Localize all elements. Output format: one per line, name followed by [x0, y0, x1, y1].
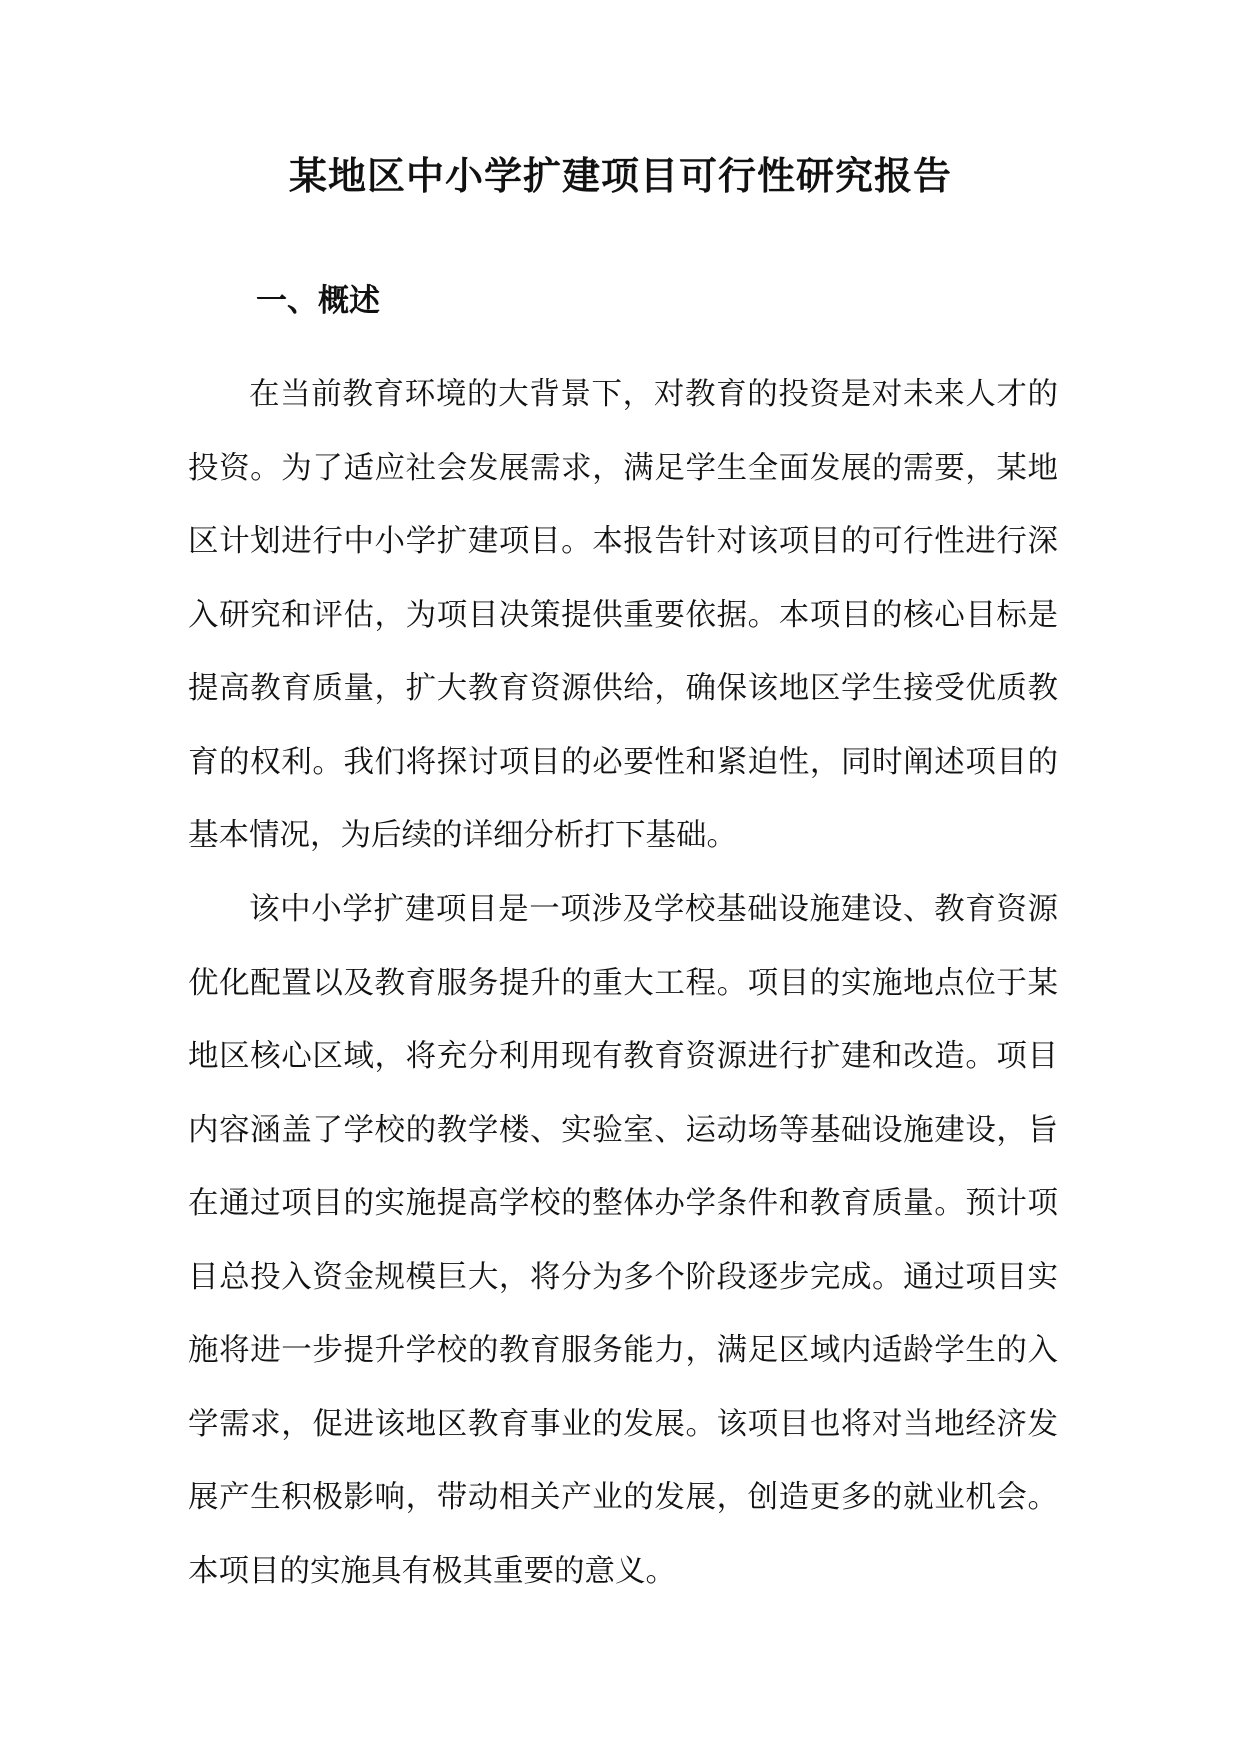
paragraph-2: 该中小学扩建项目是一项涉及学校基础设施建设、教育资源优化配置以及教育服务提升的重大工程。项目的实施地点位于某地区核心区域，将充分利用现有教育资源进行扩建和改造。项目内容涵盖了学校的教学楼、实验室、运动场等基础设施建设，旨在通过项目的实施提高学校的整体办学条件和教育质量。预计项目总投入资金规模巨大，将分为多个阶段逐步完成。通过项目实施将进一步提升学校的教育服务能力，满足区域内适龄学生的入学需求，促进该地区教育事业的发展。该项目也将对当地经济发展产生积极影响，带动相关产业的发展，创造更多的就业机会。本项目的实施具有极其重要的意义。	[188, 892, 1058, 1589]
document-title: 某地区中小学扩建项目可行性研究报告	[288, 153, 952, 198]
section-heading-overview: 一、概述	[256, 283, 380, 319]
paragraph-1: 在当前教育环境的大背景下，对教育的投资是对未来人才的投资。为了适应社会发展需求，满足学生全面发展的需要，某地区计划进行中小学扩建项目。本报告针对该项目的可行性进行深入研究和评估，为项目决策提供重要依据。本项目的核心目标是提高教育质量，扩大教育资源供给，确保该地区学生接受优质教育的权利。我们将探讨项目的必要性和紧迫性，同时阐述项目的基本情况，为后续的详细分析打下基础。	[188, 377, 1058, 853]
